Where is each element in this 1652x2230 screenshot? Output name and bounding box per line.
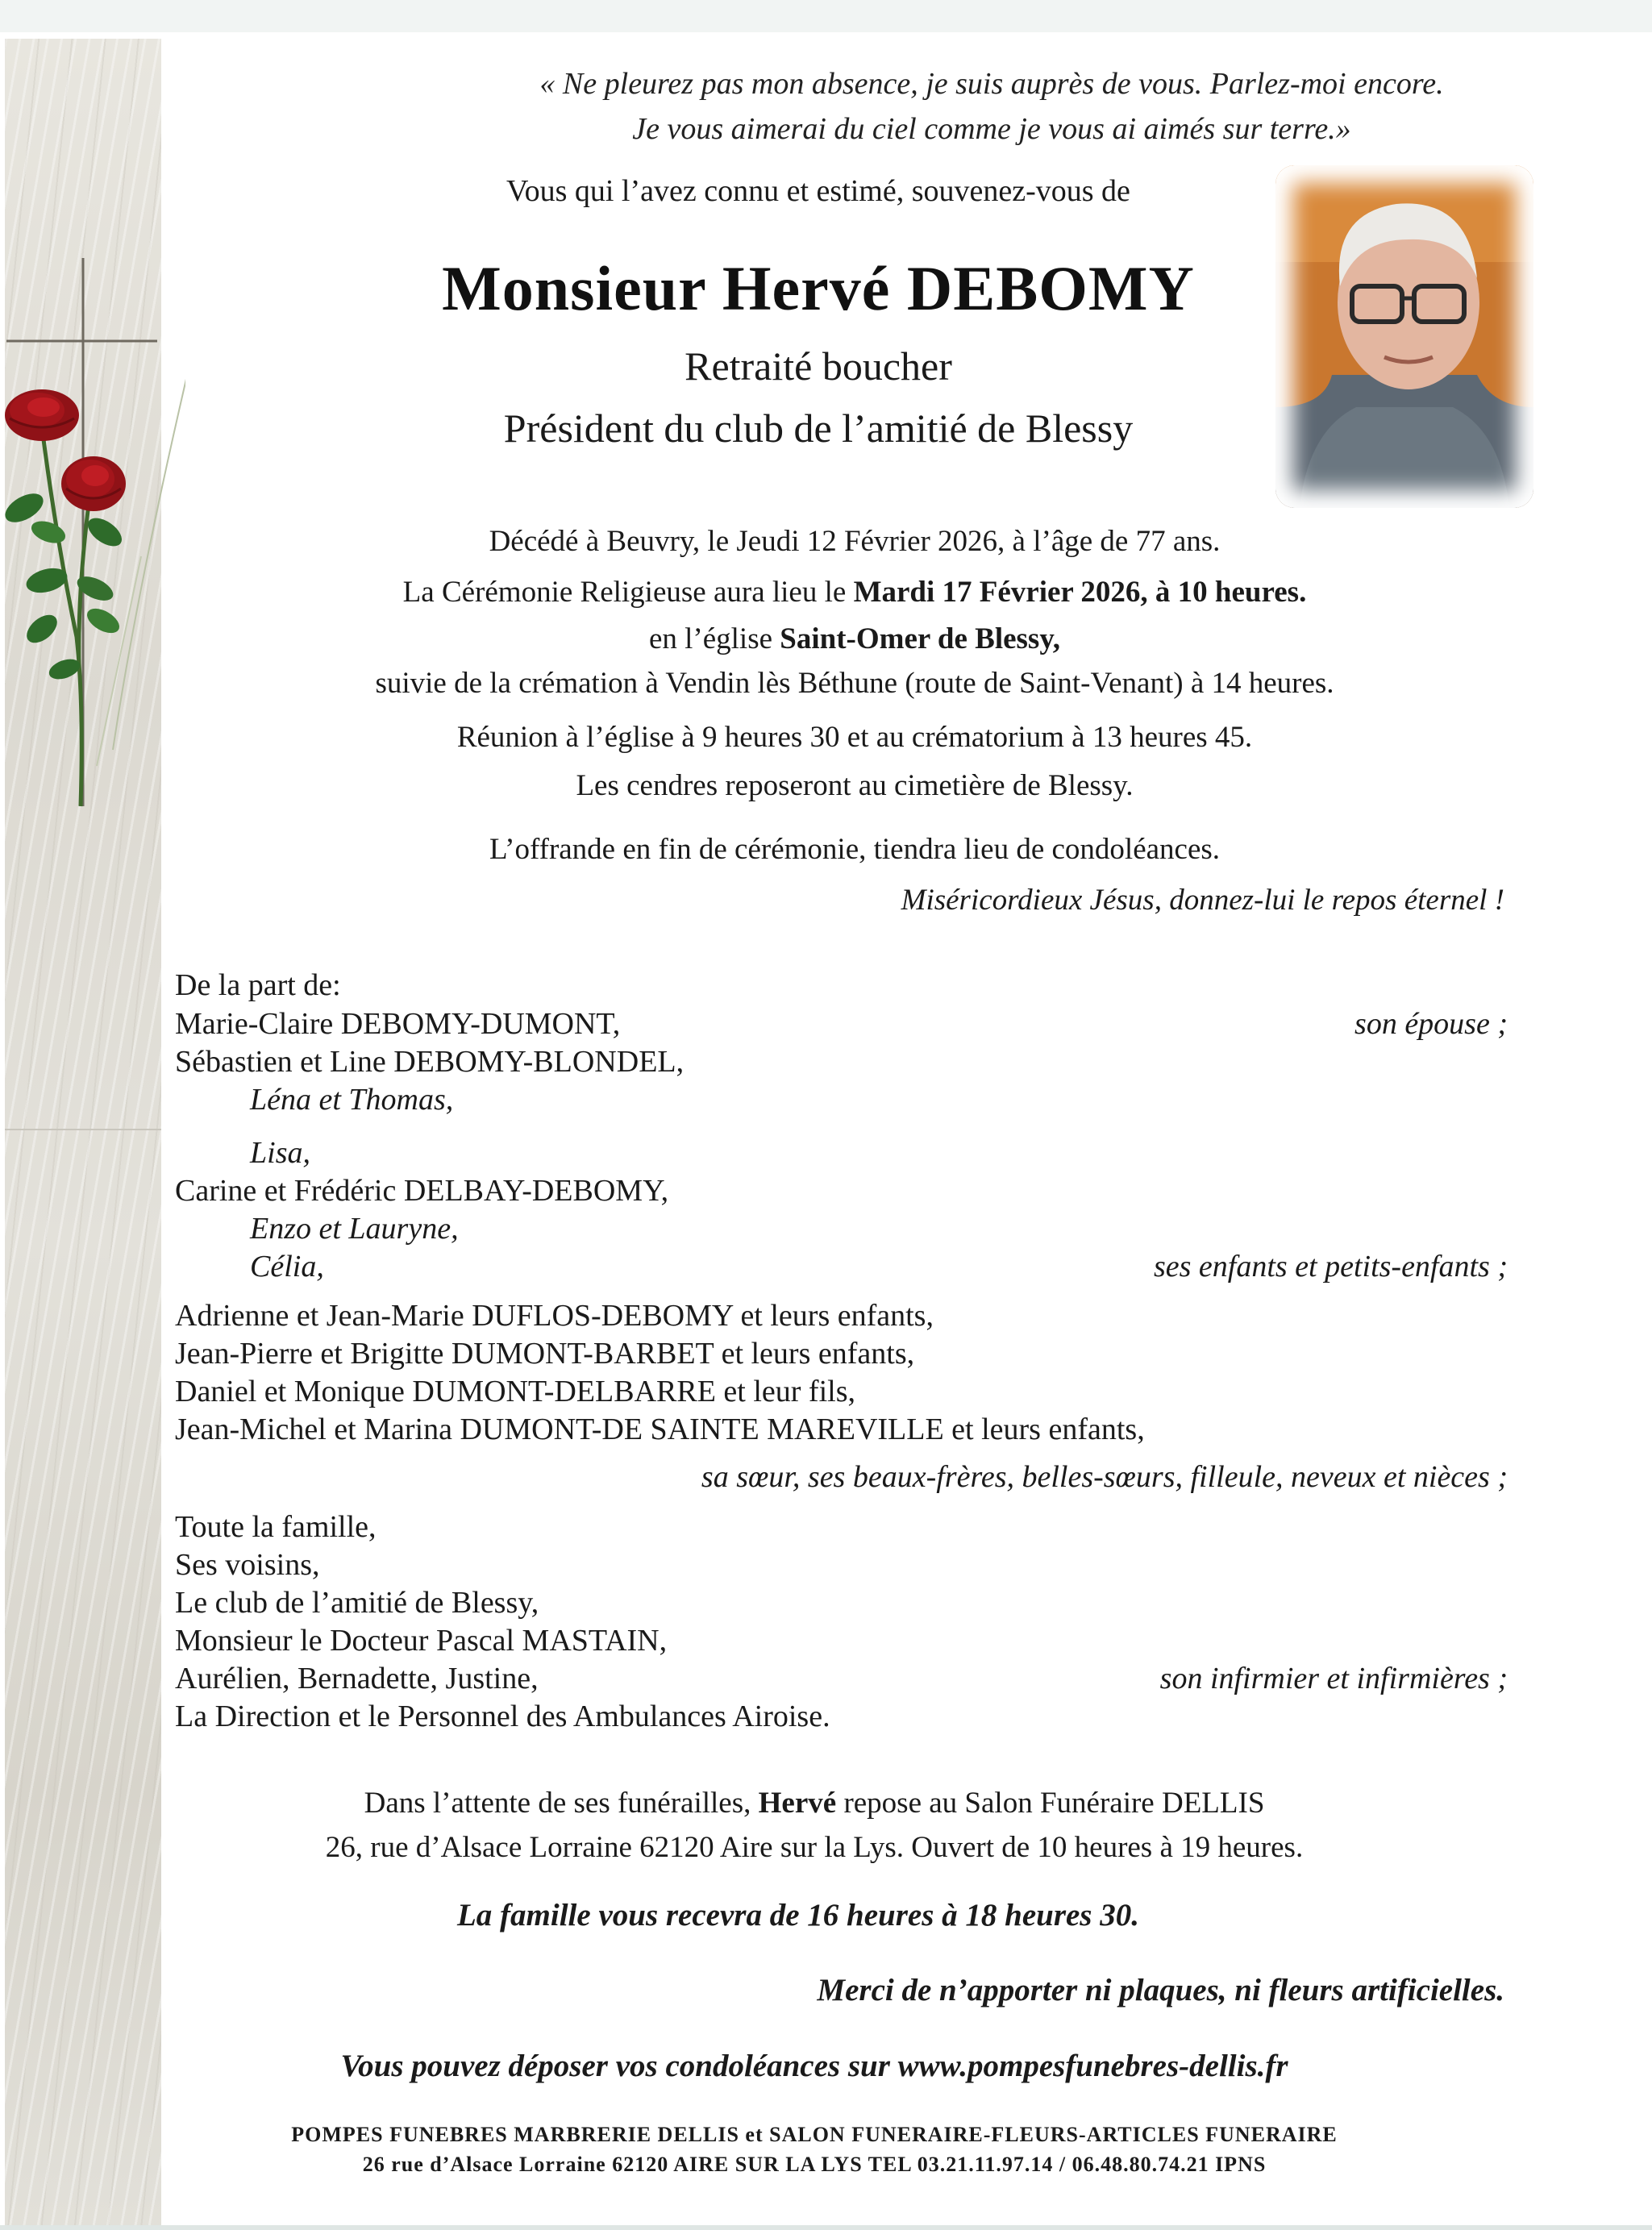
deceased-portrait-photo <box>1275 165 1533 508</box>
ceremony-date-time: Mardi 17 Février 2026, à 10 heures. <box>853 576 1307 609</box>
visitation-line-2: 26, rue d’Alsace Lorraine 62120 Aire sur la Lys. Ouvert de 10 heures à 19 heures. <box>325 1831 1304 1864</box>
family-wife: Marie-Claire DEBOMY-DUMONT, <box>175 1007 621 1041</box>
family-reception-hours: La famille vous recevra de 16 heures à 18 heures 30. <box>456 1898 1139 1933</box>
children-relation: ses enfants et petits-enfants ; <box>1153 1250 1508 1283</box>
ceremony-line <box>242 575 1467 610</box>
siblings-relation: sa sœur, ses beaux-frères, belles-sœurs, filleule, neveux et nièces ; <box>701 1460 1508 1494</box>
deceased-occupation: Retraité boucher <box>685 343 952 389</box>
visitation-prefix: Dans l’attente de ses funérailles, <box>364 1787 759 1820</box>
rose-leaf <box>28 517 69 547</box>
family-sibling-1: Adrienne et Jean-Marie DUFLOS-DEBOMY et leurs enfants, <box>175 1299 934 1333</box>
deceased-name: Monsieur Hervé DEBOMY <box>442 253 1195 323</box>
family-other-6: La Direction et le Personnel des Ambulances Airoise. <box>175 1700 830 1733</box>
nurses-relation: son infirmier et infirmières ; <box>1159 1662 1508 1695</box>
family-other-2: Ses voisins, <box>175 1548 320 1582</box>
family-other-3: Le club de l’amitié de Blessy, <box>175 1586 539 1620</box>
cremation-line: suivie de la crémation à Vendin lès Béthune (route de Saint-Venant) à 14 heures. <box>375 667 1334 700</box>
church-prefix: en l’église <box>648 622 780 655</box>
family-grandchildren-4: Célia, <box>250 1250 324 1283</box>
family-other-1: Toute la famille, <box>175 1510 377 1544</box>
family-other-4: Monsieur le Docteur Pascal MASTAIN, <box>175 1624 668 1658</box>
family-grandchildren-1: Léna et Thomas, <box>250 1083 454 1117</box>
scan-bottom-edge <box>0 2225 1652 2230</box>
family-child-1: Sébastien et Line DEBOMY-BLONDEL, <box>175 1045 685 1079</box>
rose-leaf <box>22 610 62 648</box>
church-name: Saint-Omer de Blessy, <box>780 622 1061 655</box>
family-other-5: Aurélien, Bernadette, Justine, <box>175 1662 539 1695</box>
cross-and-roses-illustration <box>0 250 185 814</box>
grass-blade <box>113 355 185 750</box>
family-header: De la part de: <box>175 968 341 1002</box>
condolences-website-line: Vous pouvez déposer vos condoléances sur www.pompesfunebres-dellis.fr <box>340 2049 1288 2083</box>
rose-leaf <box>83 513 127 552</box>
portrait-illustration <box>1275 165 1533 508</box>
visitation-first-name: Hervé <box>758 1787 837 1820</box>
offering-line: L’offrande en fin de cérémonie, tiendra lieu de condoléances. <box>489 833 1221 866</box>
rose-flower <box>5 389 79 441</box>
church-line <box>242 622 1467 656</box>
family-sibling-3: Daniel et Monique DUMONT-DELBARRE et leur fils, <box>175 1375 855 1408</box>
no-artificial-flowers-note: Merci de n’apporter ni plaques, ni fleurs artificielles. <box>817 1973 1504 2007</box>
ashes-line: Les cendres reposeront au cimetière de Blessy. <box>576 769 1134 802</box>
visitation-suffix: repose au Salon Funéraire DELLIS <box>836 1787 1265 1820</box>
prayer-line: Miséricordieux Jésus, donnez-lui le repos éternel ! <box>901 884 1504 917</box>
rose-leaf <box>83 604 123 639</box>
death-notice-line: Décédé à Beuvry, le Jeudi 12 Février 2026, à l’âge de 77 ans. <box>489 525 1221 558</box>
rose-flower <box>61 456 126 511</box>
ceremony-prefix: La Cérémonie Religieuse aura lieu le <box>402 576 854 609</box>
deceased-association-role: Président du club de l’amitié de Blessy <box>503 406 1134 451</box>
family-sibling-2: Jean-Pierre et Brigitte DUMONT-BARBET et leurs enfants, <box>175 1337 915 1371</box>
family-grandchildren-3: Enzo et Lauryne, <box>250 1212 459 1246</box>
visitation-line-1 <box>202 1786 1427 1820</box>
funeral-home-name: POMPES FUNEBRES MARBRERIE DELLIS et SALON FUNERAIRE-FLEURS-ARTICLES FUNERAIRE <box>291 2123 1338 2146</box>
funeral-home-address: 26 rue d’Alsace Lorraine 62120 AIRE SUR LA LYS TEL 03.21.11.97.14 / 06.48.80.74.21 IPNS <box>362 2153 1267 2176</box>
family-sibling-4: Jean-Michel et Marina DUMONT-DE SAINTE MAREVILLE et leurs enfants, <box>175 1412 1145 1446</box>
meeting-line: Réunion à l’église à 9 heures 30 et au crématorium à 13 heures 45. <box>456 721 1253 754</box>
intro-line: Vous qui l’avez connu et estimé, souvenez-vous de <box>506 174 1130 208</box>
fold-line <box>5 1129 161 1130</box>
epitaph-quote-line-1: « Ne pleurez pas mon absence, je suis auprès de vous. Parlez-moi encore. <box>539 67 1444 101</box>
wife-relation: son épouse ; <box>1354 1007 1508 1041</box>
scan-top-edge <box>0 0 1652 32</box>
family-grandchildren-2: Lisa, <box>250 1136 310 1170</box>
epitaph-quote-line-2: Je vous aimerai du ciel comme je vous ai aimés sur terre.» <box>632 112 1351 146</box>
family-child-2: Carine et Frédéric DELBAY-DEBOMY, <box>175 1174 669 1208</box>
